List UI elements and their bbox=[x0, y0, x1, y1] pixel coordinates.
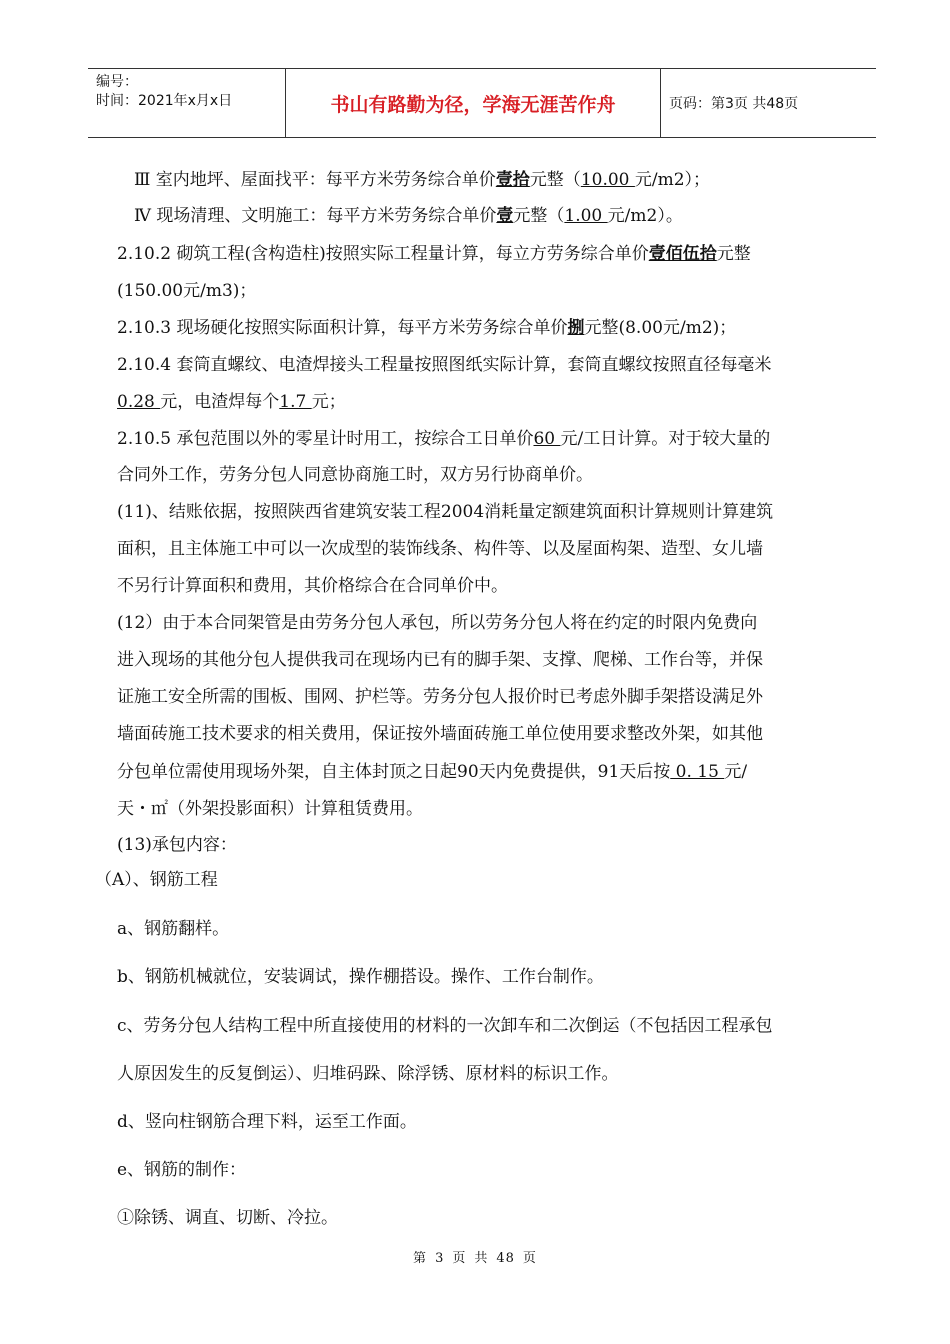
header-left-cell bbox=[88, 69, 286, 137]
text: 2.10.2 砌筑工程(含构造柱)按照实际工程量计算，每立方劳务综合单价 bbox=[117, 244, 649, 264]
text: 元/工日计算。对于较大量的 bbox=[560, 429, 771, 449]
time-label: 时间：2021年x月x日 bbox=[96, 93, 233, 109]
text: 元，电渣焊每个 bbox=[160, 392, 280, 412]
text: Ⅲ 室内地坪、屋面找平：每平方米劳务综合单价 bbox=[134, 170, 496, 190]
amount-number: 10.00 bbox=[580, 170, 635, 190]
header-page-info: 页码：第3页 共48页 bbox=[669, 96, 799, 112]
text: 元整 bbox=[716, 244, 751, 264]
text-line-19: (13)承包内容： bbox=[117, 835, 237, 855]
text-line-7 bbox=[117, 391, 346, 413]
text: 元/m2）。 bbox=[607, 206, 683, 226]
page-header bbox=[88, 68, 876, 138]
text: 2.10.3 现场硬化按照实际面积计算，每平方米劳务综合单价 bbox=[117, 318, 568, 338]
list-item: b、钢筋机械就位，安装调试，操作棚搭设。操作、工作台制作。 bbox=[117, 967, 604, 987]
footer-text: 共 bbox=[474, 1251, 489, 1266]
text-line-11: 面积，且主体施工中可以一次成型的装饰线条、构件等、以及屋面构架、造型、女儿墙 bbox=[117, 539, 763, 559]
list-item: e、钢筋的制作： bbox=[117, 1160, 247, 1180]
text: 元/m2）； bbox=[634, 170, 711, 190]
text-line-3 bbox=[117, 243, 751, 265]
text-line-13: (12）由于本合同架管是由劳务分包人承包，所以劳务分包人将在约定的时限内免费向 bbox=[117, 613, 758, 633]
text: 2.10.5 承包范围以外的零星计时用工，按综合工日单价 bbox=[117, 429, 534, 449]
text-line-17 bbox=[117, 761, 747, 783]
amount-chinese: 捌 bbox=[567, 318, 585, 338]
amount-number: 1.00 bbox=[564, 206, 608, 226]
amount-number: 1.7 bbox=[279, 392, 312, 412]
text: 元整（ bbox=[529, 170, 581, 190]
amount-chinese: 壹 bbox=[496, 206, 514, 226]
amount-number: 0. 15 bbox=[670, 762, 725, 782]
text: Ⅳ 现场清理、文明施工：每平方米劳务综合单价 bbox=[134, 206, 497, 226]
text: 元整（ bbox=[513, 206, 565, 226]
text: 元/ bbox=[724, 762, 748, 782]
text-line-18: 天・㎡（外架投影面积）计算租赁费用。 bbox=[117, 799, 423, 819]
header-motto: 书山有路勤为径，学海无涯苦作舟 bbox=[286, 69, 661, 137]
text-line-12: 不另行计算面积和费用，其价格综合在合同单价中。 bbox=[117, 576, 508, 596]
list-item: ①除锈、调直、切断、冷拉。 bbox=[117, 1208, 338, 1228]
list-item: d、竖向柱钢筋合理下料，运至工作面。 bbox=[117, 1112, 417, 1132]
list-item: c、劳务分包人结构工程中所直接使用的材料的一次卸车和二次倒运（不包括因工程承包 bbox=[117, 1016, 773, 1036]
text-line-16: 墙面砖施工技术要求的相关费用，保证按外墙面砖施工单位使用要求整改外架，如其他 bbox=[117, 724, 763, 744]
amount-number: 60 bbox=[533, 429, 561, 449]
text-line-14: 进入现场的其他分包人提供我司在现场内已有的脚手架、支撑、爬梯、工作台等，并保 bbox=[117, 650, 763, 670]
page-footer bbox=[0, 1247, 950, 1266]
text-line-6: 2.10.4 套筒直螺纹、电渣焊接头工程量按照图纸实际计算，套筒直螺纹按照直径每毫米 bbox=[117, 355, 772, 375]
text: 元整(8.00元/m2)； bbox=[584, 318, 737, 338]
text-line-10: (11)、结账依据，按照陕西省建筑安装工程2004消耗量定额建筑面积计算规则计算建筑 bbox=[117, 502, 774, 522]
footer-text: 页 bbox=[522, 1251, 537, 1266]
footer-total-pages: 48 bbox=[496, 1251, 515, 1266]
list-item-continued: 人原因发生的反复倒运）、归堆码跺、除浮锈、原材料的标识工作。 bbox=[117, 1064, 619, 1084]
amount-chinese: 壹佰伍拾 bbox=[648, 244, 717, 264]
list-item: a、钢筋翻样。 bbox=[117, 919, 230, 939]
text-line-9: 合同外工作，劳务分包人同意协商施工时，双方另行协商单价。 bbox=[117, 465, 593, 485]
footer-text: 页 bbox=[452, 1251, 467, 1266]
footer-text: 第 bbox=[413, 1251, 428, 1266]
text-line-1 bbox=[134, 169, 710, 191]
amount-number: 0.28 bbox=[117, 392, 161, 412]
section-heading: （A）、钢筋工程 bbox=[95, 870, 218, 890]
text-line-15: 证施工安全所需的围板、围网、护栏等。劳务分包人报价时已考虑外脚手架搭设满足外 bbox=[117, 687, 763, 707]
text-line-4: (150.00元/m3)； bbox=[117, 281, 257, 301]
code-label: 编号： bbox=[96, 74, 138, 90]
text-line-2 bbox=[134, 205, 683, 227]
text: 元； bbox=[311, 392, 346, 412]
text: 分包单位需使用现场外架，自主体封顶之日起90天内免费提供，91天后按 bbox=[117, 762, 671, 782]
amount-chinese: 壹拾 bbox=[495, 170, 530, 190]
text-line-8 bbox=[117, 428, 770, 450]
footer-page-number: 3 bbox=[435, 1251, 445, 1266]
text-line-5 bbox=[117, 317, 736, 339]
